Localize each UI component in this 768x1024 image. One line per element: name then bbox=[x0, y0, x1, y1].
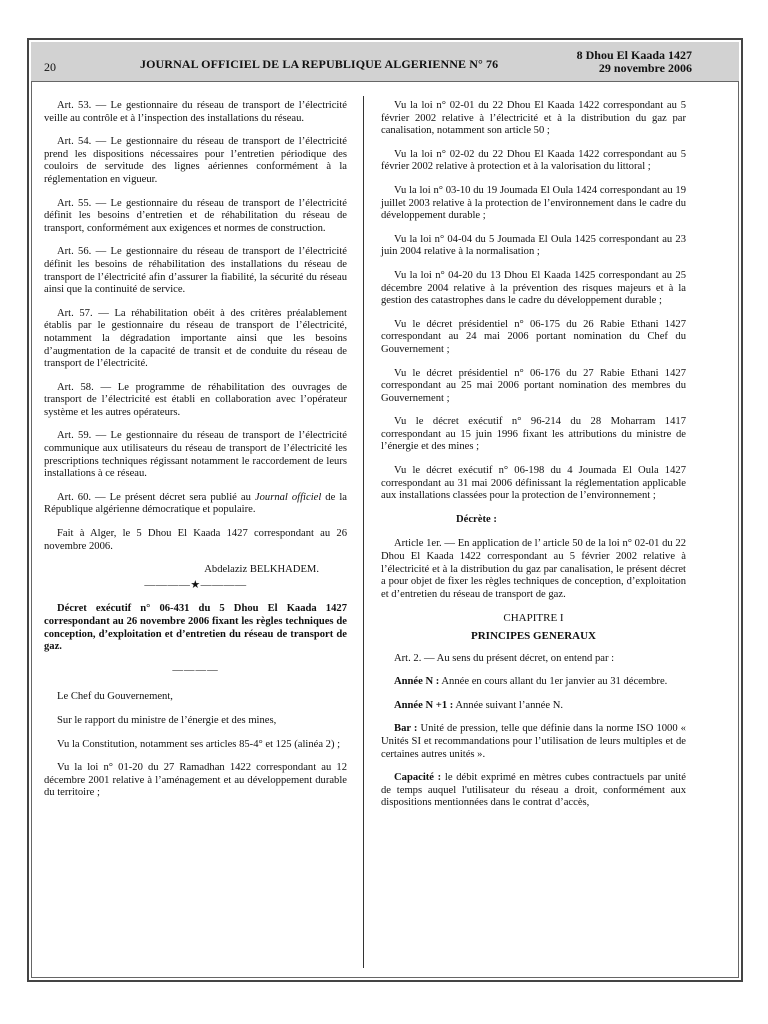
visa-loi-03-10: Vu la loi n° 03-10 du 19 Joumada El Oula 1424 correspondant au 19 juillet 2003 relative à la protection de l’environnement dans le cadre du développement durable ; bbox=[381, 184, 686, 222]
visa-decret-96-214: Vu le décret exécutif n° 96-214 du 28 Moharram 1417 correspondant au 15 juin 1996 fixant les attributions du ministre de l’énergie et des mines ; bbox=[381, 416, 686, 453]
article-2: Art. 2. — Au sens du présent décret, on entend par : bbox=[394, 652, 615, 664]
preamble-loi-01-20: Vu la loi n° 01-20 du 27 Ramadhan 1422 correspondant au 12 décembre 2001 relative à l’aménagement et au développement durable du territoire ; bbox=[44, 762, 347, 799]
issue-date bbox=[577, 49, 692, 75]
article-53: Art. 53. — Le gestionnaire du réseau de transport de l’électricité veille au contrôle et à l’inspection des installations du réseau. bbox=[44, 100, 347, 124]
article-1er: Article 1er. — En application de l’ article 50 de la loi n° 02-01 du 22 Dhou El Kaada 1422 correspondant au 5 février 2002 relative à l’électricité et à la distribution du gaz par canalisation, le présent décret a pour objet de fixer les règles techniques de conception, d’exploitation et d’entretien du réseau de transport de gaz. bbox=[381, 538, 686, 600]
journal-title: JOURNAL OFFICIEL DE LA REPUBLIQUE ALGERIENNE N° 76 bbox=[140, 57, 499, 71]
definition-text: Année suivant l’année N. bbox=[453, 699, 564, 711]
dash-separator: ———— bbox=[172, 664, 219, 676]
article-59: Art. 59. — Le gestionnaire du réseau de transport de l’électricité communique aux utilisateurs du réseau de transport de l’électricité les prescriptions techniques régissant notamment le raccordement de leurs installations à ce réseau. bbox=[44, 430, 347, 480]
preamble-rapport: Sur le rapport du ministre de l’énergie et des mines, bbox=[57, 714, 277, 726]
signature: Abdelaziz BELKHADEM. bbox=[204, 564, 319, 576]
preamble-chef: Le Chef du Gouvernement, bbox=[57, 691, 173, 703]
journal-officiel-italic: Journal officiel bbox=[254, 491, 322, 503]
definition-term: Année N +1 : bbox=[394, 699, 454, 711]
left-column bbox=[44, 100, 347, 811]
article-54: Art. 54. — Le gestionnaire du réseau de transport de l’électricité prend les dispositions nécessaires pour l’entretien périodique des couloirs de servitude des lignes aériennes conformément à la réglementation en vigueur. bbox=[44, 136, 347, 185]
definition-annee-n bbox=[381, 676, 686, 689]
chapter-heading: CHAPITRE I bbox=[503, 612, 564, 625]
article-60 bbox=[44, 492, 347, 517]
visa-loi-04-04: Vu la loi n° 04-04 du 5 Joumada El Oula 1425 correspondant au 23 juin 2004 relative à la normalisation ; bbox=[381, 233, 686, 258]
decrete-heading: Décrète : bbox=[456, 513, 497, 525]
definition-text: Année en cours allant du 1er janvier au 31 décembre. bbox=[439, 676, 668, 688]
visa-loi-02-01: Vu la loi n° 02-01 du 22 Dhou El Kaada 1422 correspondant au 5 février 2002 relative à l’électricité et à la distribution du gaz par canalisation, notamment son article 50 ; bbox=[381, 100, 686, 137]
issue-date-hijri: 8 Dhou El Kaada 1427 bbox=[576, 48, 692, 62]
visa-loi-02-02: Vu la loi n° 02-02 du 22 Dhou El Kaada 1422 correspondant au 5 février 2002 relative à protection et à la valorisation du littoral ; bbox=[381, 148, 686, 173]
article-60-text-a: Art. 60. — Le présent décret sera publié au bbox=[57, 491, 255, 503]
issue-date-gregorian: 29 novembre 2006 bbox=[598, 61, 692, 75]
visa-decret-06-198: Vu le décret exécutif n° 06-198 du 4 Joumada El Oula 1427 correspondant au 31 mai 2006 définissant la réglementation applicable aux installations classées pour la protection de l’environnement ; bbox=[381, 465, 686, 502]
article-60-text-b: de la République algérienne démocratique et populaire. bbox=[44, 491, 347, 516]
definition-term: Bar : bbox=[394, 723, 418, 735]
star-separator: ————★———— bbox=[144, 578, 247, 591]
definition-bar bbox=[381, 723, 686, 761]
definition-text: Unité de pression, telle que définie dans la norme ISO 1000 « Unités SI et recommandations pour l’utilisation de leurs multiples et de certaines autres unités ». bbox=[381, 723, 686, 760]
visa-decret-06-176: Vu le décret présidentiel n° 06-176 du 27 Rabie Ethani 1427 correspondant au 25 mai 2006 portant nomination des membres du Gouvernement ; bbox=[381, 367, 686, 404]
right-column bbox=[381, 100, 686, 821]
page-number: 20 bbox=[44, 60, 56, 74]
chapter-title: PRINCIPES GENERAUX bbox=[471, 630, 596, 642]
definition-term: Année N : bbox=[394, 676, 440, 688]
definition-term: Capacité : bbox=[394, 772, 442, 784]
article-58: Art. 58. — Le programme de réhabilitation des ouvrages de transport de l’électricité est établi en collaboration avec l’opérateur système et les autres opérateurs. bbox=[44, 381, 347, 418]
column-divider bbox=[363, 96, 364, 968]
article-57: Art. 57. — La réhabilitation obéit à des critères préalablement établis par le gestionnaire du réseau de transport de l’électricité, notamment la dégradation importante ainsi que les besoins d’augmentation de la capacité de transit et de conduite du réseau de transport de l’électricité. bbox=[44, 307, 347, 370]
definition-capacite bbox=[381, 772, 686, 810]
visa-loi-04-20: Vu la loi n° 04-20 du 13 Dhou El Kaada 1425 correspondant au 25 décembre 2004 relative à la prévention des risques majeurs et à la gestion des catastrophes dans le cadre du développement durable ; bbox=[381, 269, 686, 307]
article-56: Art. 56. — Le gestionnaire du réseau de transport de l’électricité définit les besoins de réhabilitation des installations du réseau de transport de l’électricité afin d’assurer la fiabilité, la sécurité du réseau ainsi que la continuité de service. bbox=[44, 246, 347, 296]
visa-decret-06-175: Vu le décret présidentiel n° 06-175 du 26 Rabie Ethani 1427 correspondant au 24 mai 2006 portant nomination du Chef du Gouvernement ; bbox=[381, 318, 686, 355]
article-55: Art. 55. — Le gestionnaire du réseau de transport de l’électricité définit les besoins d’entretien et de réhabilitation du réseau de transport, conformément aux exigences et normes de construction. bbox=[44, 197, 347, 234]
definition-annee-n1 bbox=[381, 700, 686, 713]
done-at-line: Fait à Alger, le 5 Dhou El Kaada 1427 correspondant au 26 novembre 2006. bbox=[44, 528, 347, 552]
preamble-constitution: Vu la Constitution, notamment ses articles 85-4° et 125 (alinéa 2) ; bbox=[57, 738, 341, 750]
definition-text: le débit exprimé en mètres cubes contractuels par unité de temps auquel l'utilisateur du réseau a droit, conformément aux dispositions mentionnées dans le contrat d’accès, bbox=[381, 772, 687, 809]
decree-title: Décret exécutif n° 06-431 du 5 Dhou El Kaada 1427 correspondant au 26 novembre 2006 fixant les règles techniques de conception, d’exploitation et d’entretien du réseau de transport de gaz. bbox=[44, 603, 347, 653]
